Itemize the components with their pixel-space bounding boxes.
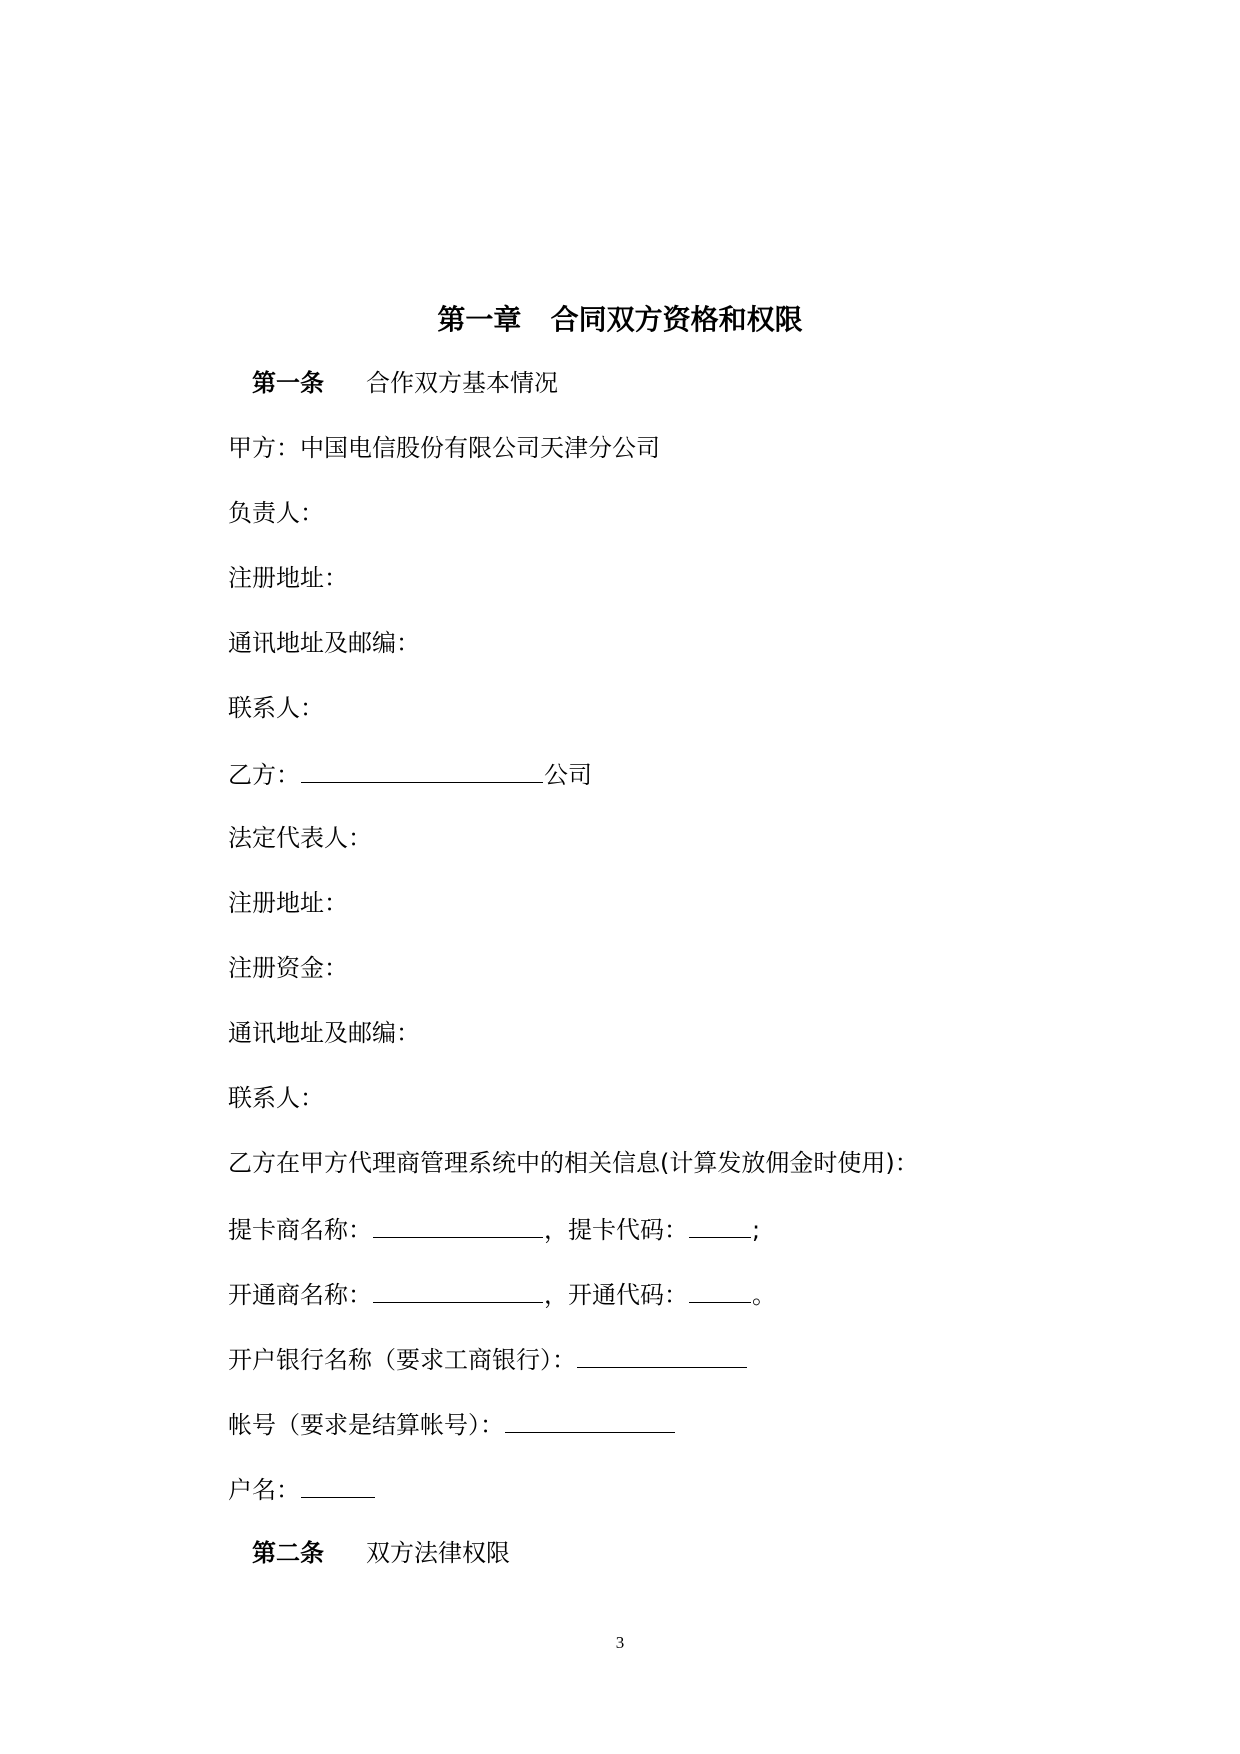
agent-info-intro: 乙方在甲方代理商管理系统中的相关信息(计算发放佣金时使用)： (228, 1149, 919, 1177)
open-code-blank (689, 1276, 751, 1303)
open-vendor-line (228, 1276, 776, 1312)
article-1-heading (252, 366, 558, 400)
card-vendor-line (228, 1211, 760, 1247)
bank-line (228, 1341, 748, 1377)
article-2-title: 双方法律权限 (366, 1539, 510, 1567)
chapter-title: 第一章 合同双方资格和权限 (437, 303, 803, 336)
article-2-heading (252, 1536, 510, 1570)
account-name-blank (301, 1471, 375, 1498)
party-b-mail-address: 通讯地址及邮编： (228, 1019, 420, 1047)
party-b-name (228, 756, 592, 792)
open-vendor-blank (373, 1276, 543, 1303)
party-b-prefix: 乙方： (228, 761, 300, 789)
article-1-title: 合作双方基本情况 (366, 369, 558, 397)
party-b-name-blank (301, 756, 543, 783)
party-a-reg-address: 注册地址： (228, 564, 348, 592)
card-code-blank (689, 1211, 751, 1238)
account-label: 帐号（要求是结算帐号）： (228, 1411, 504, 1439)
open-vendor-label: 开通商名称： (228, 1281, 372, 1309)
card-vendor-label: 提卡商名称： (228, 1216, 372, 1244)
party-a-mail-address: 通讯地址及邮编： (228, 629, 420, 657)
open-code-label: ，开通代码： (544, 1281, 688, 1309)
party-b-contact: 联系人： (228, 1084, 324, 1112)
article-1-number: 第一条 (252, 369, 324, 397)
party-b-legal-rep: 法定代表人： (228, 824, 372, 852)
card-line-end: ; (752, 1216, 761, 1244)
open-line-end: 。 (752, 1281, 776, 1309)
card-vendor-blank (373, 1211, 543, 1238)
party-b-reg-address: 注册地址： (228, 889, 348, 917)
party-a-responsible: 负责人： (228, 499, 324, 527)
party-a-contact: 联系人： (228, 694, 324, 722)
party-a-name: 甲方：中国电信股份有限公司天津分公司 (228, 434, 660, 462)
party-b-suffix: 公司 (544, 761, 592, 789)
bank-label: 开户银行名称（要求工商银行）： (228, 1346, 576, 1374)
account-blank (505, 1406, 675, 1433)
article-2-number: 第二条 (252, 1539, 324, 1567)
card-code-label: ，提卡代码： (544, 1216, 688, 1244)
account-name-line (228, 1471, 376, 1507)
account-name-label: 户名： (228, 1476, 300, 1504)
account-line (228, 1406, 676, 1442)
bank-blank (577, 1341, 747, 1368)
page-number: 3 (615, 1633, 625, 1652)
party-b-reg-capital: 注册资金： (228, 954, 348, 982)
